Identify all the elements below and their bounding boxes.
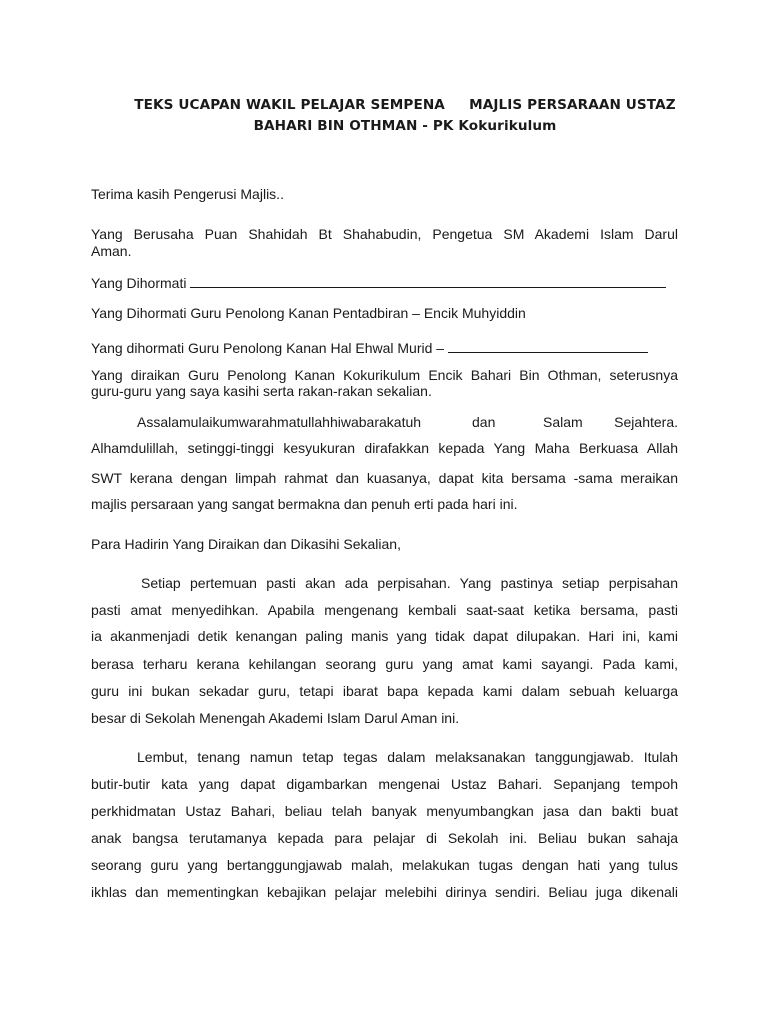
para4-line-4: anak bangsa terutamanya kepada para pelajar di Sekolah ini. Beliau bukan sahaja bbox=[91, 830, 678, 846]
para3-line-3: ia akanmenjadi detik kenangan paling manis yang tidak dapat dilupakan. Hari ini, kami bbox=[91, 628, 678, 644]
blank-line bbox=[448, 339, 648, 353]
para3-line-6: besar di Sekolah Menengah Akademi Islam Darul Aman ini. bbox=[91, 710, 460, 726]
greeting-pk-hem bbox=[91, 339, 678, 357]
greeting-principal-line-1: Yang Berusaha Puan Shahidah Bt Shahabudin, Pengetua SM Akademi Islam Darul bbox=[91, 226, 678, 242]
para3-line-1: Setiap pertemuan pasti akan ada perpisahan. Yang pastinya setiap perpisahan bbox=[141, 575, 678, 591]
para4-line-2: butir-butir kata yang dapat digambarkan mengenai Ustaz Bahari. Sepanjang tempoh bbox=[91, 776, 678, 792]
para1-dan: dan bbox=[472, 414, 496, 430]
para4-line-1: Lembut, tenang namun tetap tegas dalam melaksanakan tanggungjawab. Itulah bbox=[137, 749, 678, 765]
para4-line-6: ikhlas dan mementingkan kebajikan pelajar melebihi dirinya sendiri. Beliau juga dikenali bbox=[91, 884, 678, 900]
para1-salam-word: Salam bbox=[543, 414, 583, 430]
para3-line-2: pasti amat menyedihkan. Apabila mengenang kembali saat-saat ketika bersama, pasti bbox=[91, 602, 678, 618]
para1-sejahtera: Sejahtera. bbox=[614, 414, 678, 430]
para4-line-3: perkhidmatan Ustaz Bahari, beliau telah banyak menyumbangkan jasa dan bakti buat bbox=[91, 803, 678, 819]
greeting-chairman: Terima kasih Pengerusi Majlis.. bbox=[91, 186, 284, 202]
para1-line-4: majlis persaraan yang sangat bermakna dan penuh erti pada hari ini. bbox=[91, 496, 518, 512]
greeting-pk-pentadbiran: Yang Dihormati Guru Penolong Kanan Pentadbiran – Encik Muhyiddin bbox=[91, 305, 526, 321]
greeting-pk-koko-line-1: Yang diraikan Guru Penolong Kanan Kokurikulum Encik Bahari Bin Othman, seterusnya bbox=[91, 367, 678, 383]
para4-line-5: seorang guru yang bertanggungjawab malah, melakukan tugas dengan hati yang tulus bbox=[91, 857, 678, 873]
para1-line-2: Alhamdulillah, setinggi-tinggi kesyukuran dirafakkan kepada Yang Maha Berkuasa Allah bbox=[91, 440, 678, 456]
para1-line-3: SWT kerana dengan limpah rahmat dan kuasanya, dapat kita bersama -sama meraikan bbox=[91, 470, 678, 486]
para1-salam: Assalamulaikumwarahmatullahhiwabarakatuh bbox=[137, 414, 422, 430]
title-line-2: BAHARI BIN OTHMAN - PK Kokurikulum bbox=[253, 118, 557, 134]
para3-line-4: berasa terharu kerana kehilangan seorang guru yang amat kami sayangi. Pada kami, bbox=[91, 656, 678, 672]
greeting-principal-line-2: Aman. bbox=[91, 243, 132, 259]
title-line-1: TEKS UCAPAN WAKIL PELAJAR SEMPENA MAJLIS PERSARAAN USTAZ bbox=[134, 97, 676, 113]
para2: Para Hadirin Yang Diraikan dan Dikasihi Sekalian, bbox=[91, 536, 401, 552]
greeting-pk-koko-line-2: guru-guru yang saya kasihi serta rakan-rakan sekalian. bbox=[91, 383, 432, 399]
greeting-honoured-label: Yang Dihormati bbox=[91, 275, 187, 291]
para3-line-5: guru ini bukan sekadar guru, tetapi ibarat bapa kepada kami dalam sebuah keluarga bbox=[91, 683, 678, 699]
greeting-honoured-blank bbox=[91, 274, 678, 292]
greeting-pk-hem-label: Yang dihormati Guru Penolong Kanan Hal Ehwal Murid – bbox=[91, 340, 445, 356]
blank-line bbox=[190, 274, 666, 288]
